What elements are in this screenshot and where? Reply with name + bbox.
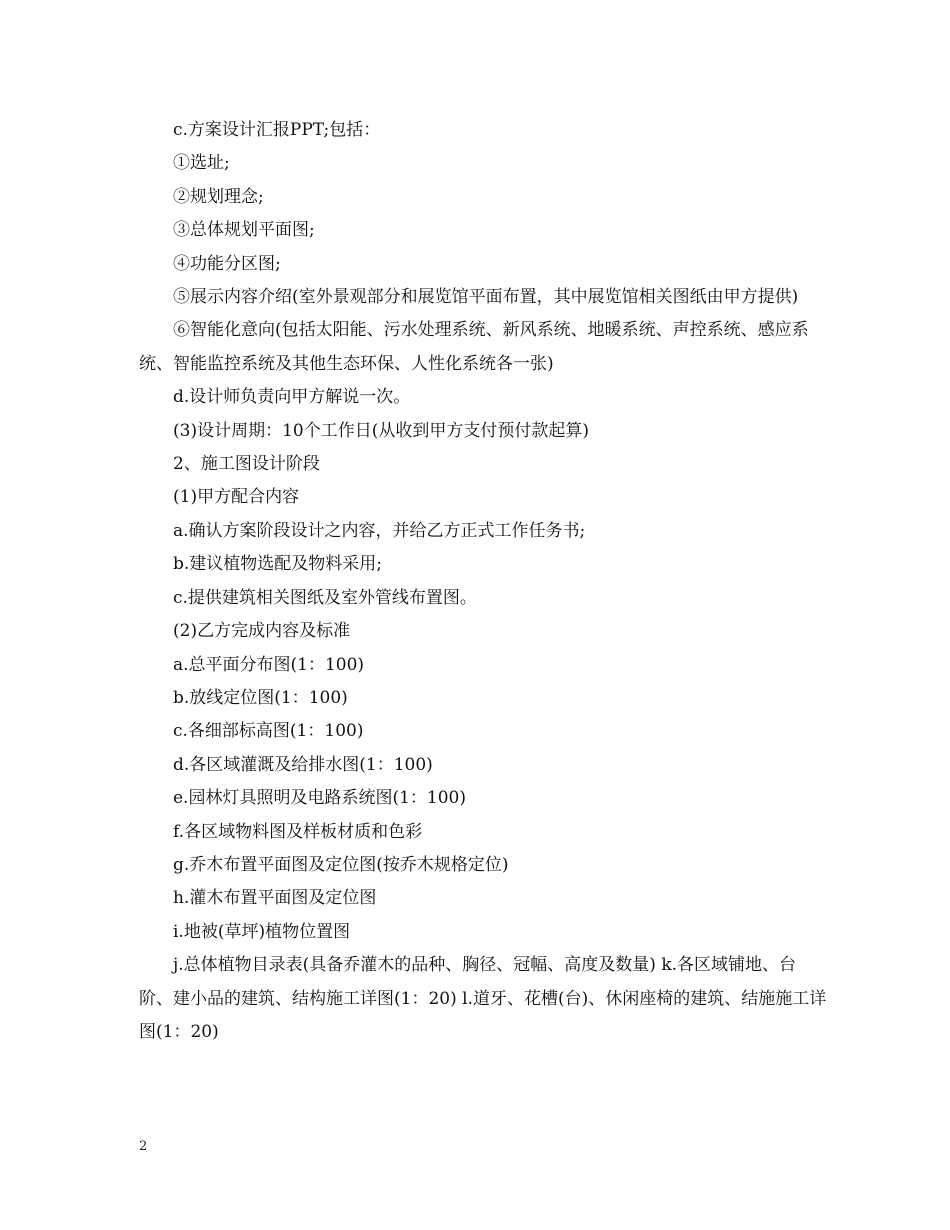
paragraph: f.各区域物料图及样板材质和色彩 (173, 821, 423, 842)
paragraph: b.建议植物选配及物料采用; (173, 554, 383, 575)
paragraph: h.灌木布置平面图及定位图 (173, 888, 377, 909)
paragraph: a.确认方案阶段设计之内容，并给乙方正式工作任务书; (173, 520, 586, 541)
document-body (139, 114, 829, 1049)
paragraph: ①选址; (173, 153, 230, 174)
paragraph: c.各细部标高图(1：100) (173, 721, 364, 742)
paragraph: d.设计师负责向甲方解说一次。 (173, 387, 411, 408)
paragraph: e.园林灯具照明及电路系统图(1：100) (173, 788, 466, 809)
paragraph: j.总体植物目录表(具备乔灌木的品种、胸径、冠幅、高度及数量) k.各区域铺地、台阶、建小品的建筑、结构施工详图(1：20) l.道牙、花槽(台)、休闲座椅的建筑、结施施工详图(1：20) (139, 955, 827, 1042)
paragraph: ⑥智能化意向(包括太阳能、污水处理系统、新风系统、地暖系统、声控系统、感应系统、智能监控系统及其他生态环保、人性化系统各一张) (139, 320, 809, 374)
paragraph: d.各区域灌溉及给排水图(1：100) (173, 754, 433, 775)
paragraph: c.方案设计汇报PPT;包括： (173, 120, 381, 140)
paragraph: b.放线定位图(1：100) (173, 687, 348, 708)
subsection-heading: (2)乙方完成内容及标准 (173, 621, 351, 642)
paragraph: ⑤展示内容介绍(室外景观部分和展览馆平面布置，其中展览馆相关图纸由甲方提供) (173, 287, 799, 308)
paragraph: i.地被(草坪)植物位置图 (173, 921, 351, 942)
paragraph: (3)设计周期：10个工作日(从收到甲方支付预付款起算) (173, 420, 589, 441)
page-number: 2 (139, 1139, 148, 1154)
paragraph: ④功能分区图; (173, 253, 281, 274)
paragraph: g.乔木布置平面图及定位图(按乔木规格定位) (173, 854, 509, 875)
paragraph: ③总体规划平面图; (173, 220, 315, 241)
paragraph: a.总平面分布图(1：100) (173, 654, 365, 675)
paragraph: ②规划理念; (173, 186, 264, 207)
paragraph: c.提供建筑相关图纸及室外管线布置图。 (173, 587, 477, 608)
subsection-heading: (1)甲方配合内容 (173, 487, 300, 508)
section-heading: 2、施工图设计阶段 (173, 454, 320, 475)
